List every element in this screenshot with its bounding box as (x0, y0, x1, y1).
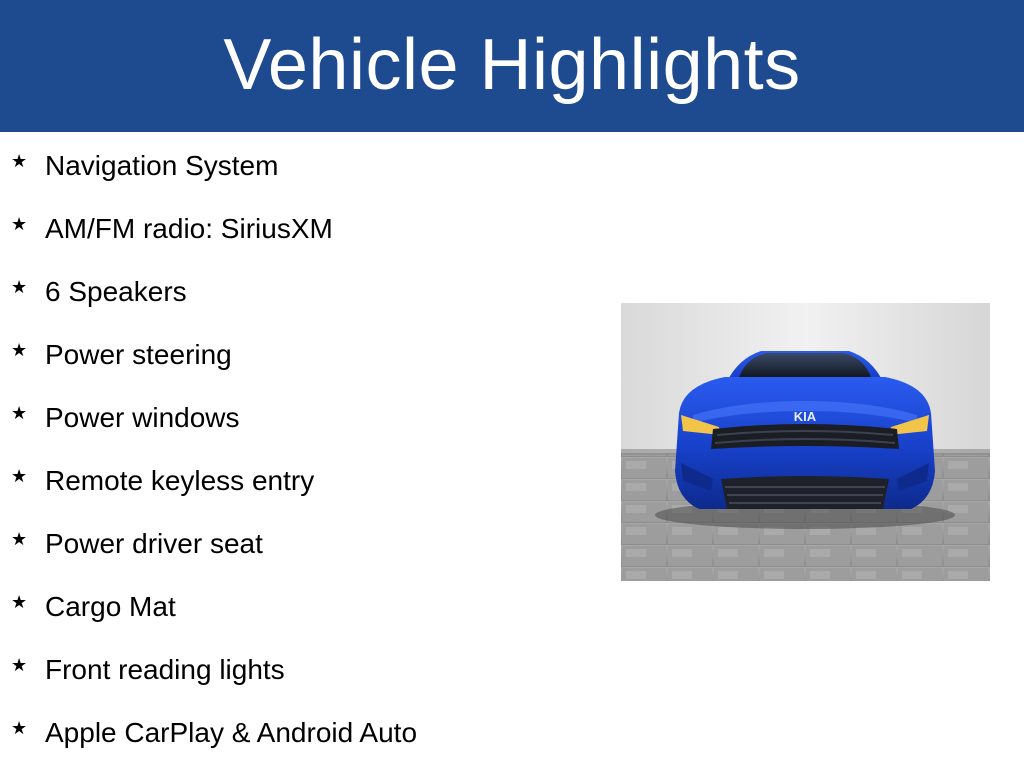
feature-label: Navigation System (45, 150, 279, 181)
star-icon: ★ (11, 214, 28, 235)
header-banner (0, 0, 1024, 132)
star-icon: ★ (11, 151, 28, 172)
feature-label: Cargo Mat (45, 591, 176, 622)
lower-grille (721, 476, 889, 509)
star-icon: ★ (11, 277, 28, 298)
feature-label: Front reading lights (45, 654, 285, 685)
star-icon: ★ (11, 403, 28, 424)
brand-logo: KIA (793, 409, 817, 424)
star-icon: ★ (11, 340, 28, 361)
feature-label: Remote keyless entry (45, 465, 315, 496)
star-icon: ★ (11, 718, 28, 739)
vehicle-photo (621, 303, 990, 581)
star-icon: ★ (11, 466, 28, 487)
feature-label: AM/FM radio: SiriusXM (45, 213, 333, 244)
feature-label: Power steering (45, 339, 232, 370)
car-front-illustration (621, 303, 990, 581)
feature-label: 6 Speakers (45, 276, 187, 307)
upper-grille (711, 424, 899, 449)
feature-label: Power windows (45, 402, 240, 433)
star-icon: ★ (11, 592, 28, 613)
star-icon: ★ (11, 529, 28, 550)
star-icon: ★ (11, 655, 28, 676)
page-title: Vehicle Highlights (223, 25, 801, 105)
feature-label: Apple CarPlay & Android Auto (45, 717, 418, 748)
feature-label: Power driver seat (45, 528, 263, 559)
